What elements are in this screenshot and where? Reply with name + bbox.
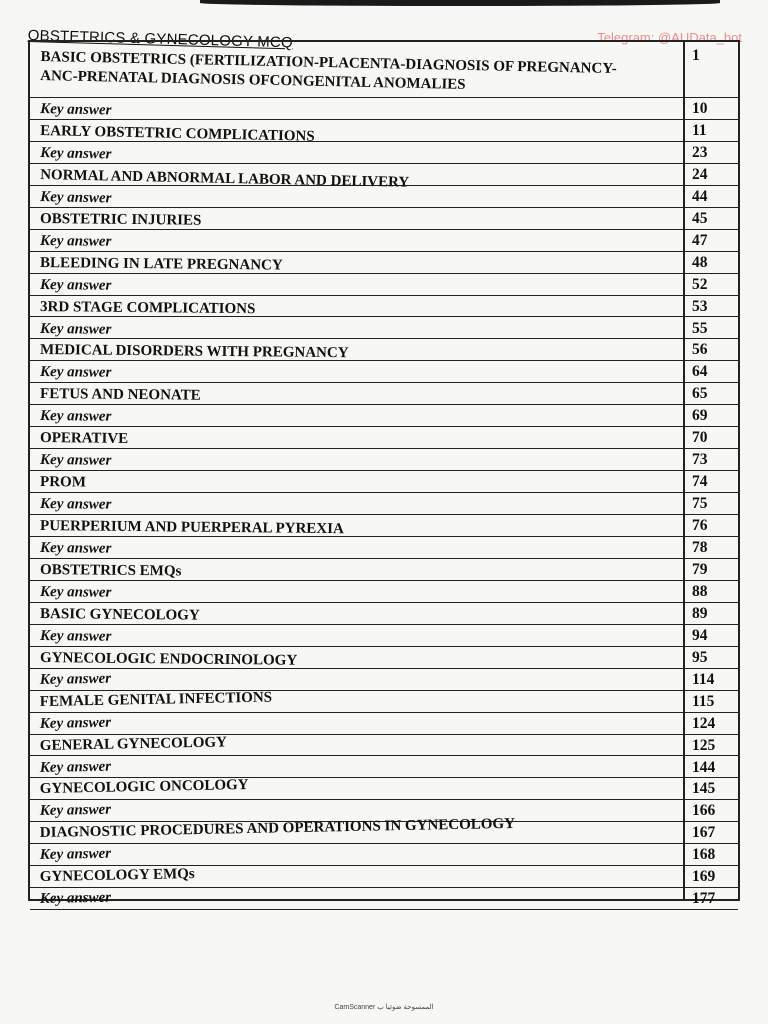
section-row xyxy=(30,296,738,318)
key-answer-row xyxy=(30,405,738,427)
key-answer-row xyxy=(30,449,738,471)
section-row xyxy=(30,427,738,449)
page-number: 45 xyxy=(692,209,708,227)
page-number: 124 xyxy=(692,714,716,732)
key-answer-row xyxy=(30,274,738,296)
key-answer-row xyxy=(30,888,738,910)
page-number: 53 xyxy=(692,297,708,315)
key-answer-label: Key answer xyxy=(40,144,112,163)
page-number: 10 xyxy=(692,100,708,117)
section-title: OBSTETRICS EMQs xyxy=(40,561,182,580)
section-row xyxy=(30,515,738,537)
section-title: BASIC OBSTETRICS (FERTILIZATION-PLACENTA-DIAGNOSIS OF PREGNANCY-ANC-PRENATAL DIAGNOSIS OFCONGENITAL ANOMALIES xyxy=(40,49,617,93)
section-title: GYNECOLOGY EMQs xyxy=(39,866,195,886)
section-row xyxy=(30,339,738,361)
page-number: 144 xyxy=(692,758,716,776)
key-answer-row xyxy=(30,186,738,208)
key-answer-row xyxy=(30,493,738,515)
key-answer-label: Key answer xyxy=(39,802,112,820)
page-number: 44 xyxy=(692,187,708,205)
key-answer-label: Key answer xyxy=(40,276,112,294)
key-answer-label: Key answer xyxy=(39,670,112,688)
section-title: GENERAL GYNECOLOGY xyxy=(39,733,228,754)
section-title: OPERATIVE xyxy=(40,430,129,448)
key-answer-row xyxy=(30,757,738,779)
section-title: EARLY OBSTETRIC COMPLICATIONS xyxy=(40,122,315,145)
key-answer-row xyxy=(30,318,738,340)
page-number: 52 xyxy=(692,275,708,293)
key-answer-label: Key answer xyxy=(40,496,112,513)
section-title: BASIC GYNECOLOGY xyxy=(40,605,200,624)
page-number: 168 xyxy=(692,846,716,864)
section-row xyxy=(30,647,738,669)
section-row xyxy=(30,735,738,757)
section-row xyxy=(30,691,738,713)
section-row xyxy=(30,164,738,191)
page-number: 23 xyxy=(692,143,708,161)
section-title: BLEEDING IN LATE PREGNANCY xyxy=(40,254,283,274)
section-row xyxy=(30,559,738,581)
key-answer-label: Key answer xyxy=(40,408,112,426)
section-row xyxy=(30,383,738,405)
page-number: 73 xyxy=(692,451,708,469)
page-number: 55 xyxy=(692,319,708,337)
key-answer-label: Key answer xyxy=(39,758,112,776)
page-number: 177 xyxy=(692,890,716,908)
key-answer-label: Key answer xyxy=(40,583,112,601)
page-number: 95 xyxy=(692,648,708,666)
section-row xyxy=(30,120,738,145)
key-answer-row xyxy=(30,669,738,691)
section-title: FEMALE GENITAL INFECTIONS xyxy=(39,689,273,710)
page-number: 70 xyxy=(692,429,708,447)
key-answer-row xyxy=(30,98,738,120)
page-number: 88 xyxy=(692,582,708,600)
page-number: 94 xyxy=(692,626,708,644)
key-answer-label: Key answer xyxy=(39,845,112,864)
section-title: NORMAL AND ABNORMAL LABOR AND DELIVERY xyxy=(40,166,410,191)
section-title: FETUS AND NEONATE xyxy=(40,386,201,405)
page-number: 24 xyxy=(692,165,708,183)
key-answer-label: Key answer xyxy=(40,540,112,557)
page-number: 75 xyxy=(692,495,708,513)
page-number: 125 xyxy=(692,736,716,754)
key-answer-row xyxy=(30,537,738,559)
section-title: OBSTETRIC INJURIES xyxy=(40,210,202,229)
page-number: 76 xyxy=(692,517,708,535)
page-number: 64 xyxy=(692,363,708,381)
page-number: 169 xyxy=(692,868,716,886)
document-heading: OBSTETRICS & GYNECOLOGY MCQ xyxy=(27,27,294,52)
section-row xyxy=(30,778,738,800)
section-title: GYNECOLOGIC ENDOCRINOLOGY xyxy=(40,649,298,669)
page-number: 47 xyxy=(692,231,708,249)
page-number: 78 xyxy=(692,539,708,556)
page-number: 166 xyxy=(692,802,716,820)
table-of-contents xyxy=(28,40,740,908)
page-number: 11 xyxy=(692,121,707,139)
section-title: GYNECOLOGIC ONCOLOGY xyxy=(39,777,249,798)
scanner-footer: CamScanner الممسوحة ضوئيا ب xyxy=(334,1004,434,1011)
key-answer-label: Key answer xyxy=(39,714,112,732)
page-number: 56 xyxy=(692,341,708,359)
section-title: PUERPERIUM AND PUERPERAL PYREXIA xyxy=(40,518,344,538)
page-number: 79 xyxy=(692,560,708,578)
key-answer-row xyxy=(30,361,738,383)
key-answer-label: Key answer xyxy=(40,188,112,207)
section-title: MEDICAL DISORDERS WITH PREGNANCY xyxy=(40,342,349,362)
key-answer-label: Key answer xyxy=(40,364,112,382)
page-number: 89 xyxy=(692,604,708,622)
key-answer-label: Key answer xyxy=(40,101,112,119)
section-row xyxy=(30,252,738,274)
key-answer-row xyxy=(30,230,738,252)
key-answer-row xyxy=(30,142,738,164)
key-answer-row xyxy=(30,625,738,647)
section-title: 3RD STAGE COMPLICATIONS xyxy=(40,298,256,317)
page-number: 145 xyxy=(692,780,716,798)
section-row xyxy=(30,816,738,844)
key-answer-label: Key answer xyxy=(40,232,112,250)
page-edge-shadow xyxy=(200,0,720,6)
page-number: 1 xyxy=(692,47,700,64)
page-number: 65 xyxy=(692,385,708,403)
telegram-watermark: Telegram: @AUData_bot xyxy=(597,30,742,45)
key-answer-label: Key answer xyxy=(39,889,112,908)
section-row xyxy=(30,603,738,625)
section-row xyxy=(30,42,738,98)
page-number: 74 xyxy=(692,473,708,491)
page-number: 48 xyxy=(692,253,708,271)
key-answer-label: Key answer xyxy=(40,320,112,338)
section-row xyxy=(30,866,738,888)
page-number: 114 xyxy=(692,670,715,688)
section-row xyxy=(30,471,738,493)
section-title: DIAGNOSTIC PROCEDURES AND OPERATIONS IN GYNECOLOGY xyxy=(39,816,516,842)
key-answer-label: Key answer xyxy=(40,627,112,645)
key-answer-row xyxy=(30,844,738,866)
section-title: PROM xyxy=(40,474,87,491)
key-answer-row xyxy=(30,581,738,603)
page-number: 69 xyxy=(692,407,708,425)
page-number: 115 xyxy=(692,692,715,710)
section-row xyxy=(30,208,738,230)
page-number: 167 xyxy=(692,824,716,842)
key-answer-row xyxy=(30,713,738,735)
key-answer-label: Key answer xyxy=(40,452,112,469)
